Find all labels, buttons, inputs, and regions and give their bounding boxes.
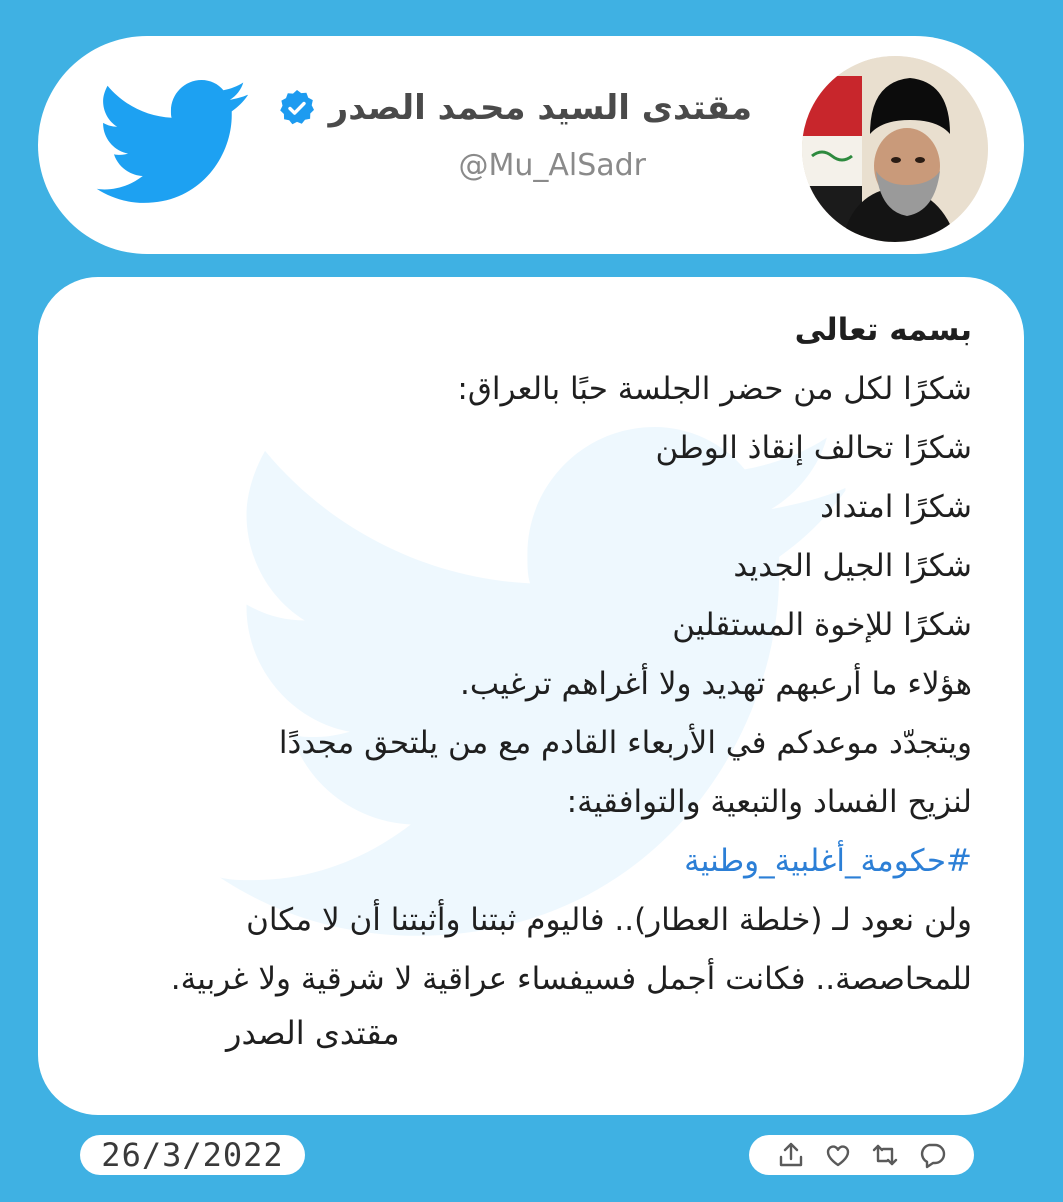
avatar[interactable] [802,56,988,242]
tweet-actions [749,1135,974,1175]
tweet-signature: مقتدى الصدر [226,1014,400,1052]
tweet-line: شكرًا لكل من حضر الجلسة حبًا بالعراق: [457,371,972,407]
reply-icon[interactable] [917,1140,947,1170]
tweet-line: هؤلاء ما أرعبهم تهديد ولا أغراهم ترغيب. [460,666,972,702]
tweet-line: شكرًا امتداد [820,489,972,525]
verified-badge-icon [277,88,317,128]
name-row [277,88,752,128]
tweet-date: 26/3/2022 [101,1136,284,1174]
display-name[interactable]: مقتدى السيد محمد الصدر [328,88,752,128]
date-badge [80,1135,305,1175]
tweet-line: ولن نعود لـ (خلطة العطار).. فاليوم ثبتنا وأثبتنا أن لا مكان [246,902,972,938]
user-handle[interactable]: @Mu_AlSadr [458,148,646,183]
share-icon[interactable] [776,1140,806,1170]
avatar-portrait [802,56,988,242]
tweet-line: شكرًا الجيل الجديد [733,548,972,584]
tweet-line: لنزيح الفساد والتبعية والتوافقية: [566,784,972,820]
tweet-line: للمحاصصة.. فكانت أجمل فسيفساء عراقية لا شرقية ولا غربية. [170,961,972,997]
tweet-line: شكرًا تحالف إنقاذ الوطن [655,430,972,466]
tweet-line: ويتجدّد موعدكم في الأربعاء القادم مع من يلتحق مجددًا [278,725,972,761]
retweet-icon[interactable] [870,1140,900,1170]
twitter-bird-icon [96,80,251,208]
tweet-line: شكرًا للإخوة المستقلين [672,607,972,643]
like-icon[interactable] [823,1140,853,1170]
hashtag-link[interactable]: #حكومة_أغلبية_وطنية [684,843,972,879]
tweet-line-opening: بسمه تعالى [794,312,972,348]
tweet-card [38,277,1024,1115]
tweet-text [76,301,972,1009]
profile-header [38,36,1024,254]
